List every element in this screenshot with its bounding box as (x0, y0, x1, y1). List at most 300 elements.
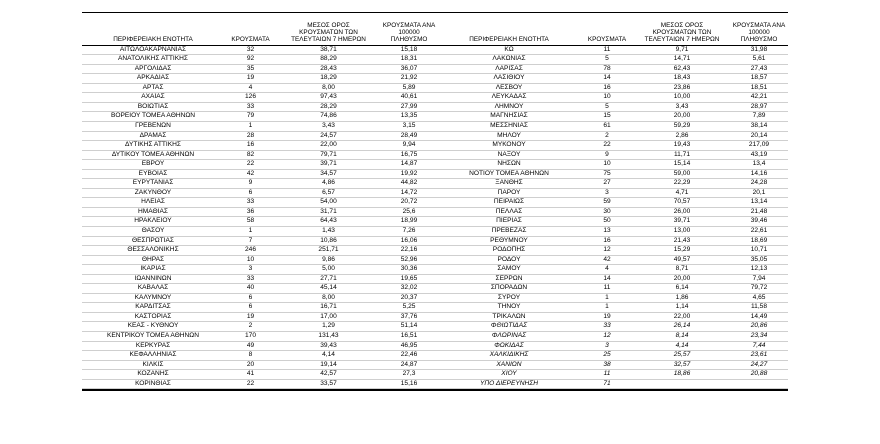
left-cases-cell: 82 (224, 150, 277, 160)
table-row (82, 255, 788, 265)
right-avg7-cell: 4,14 (634, 341, 730, 351)
right-cases-cell: 38 (580, 360, 634, 370)
right-avg7-cell: 20,00 (634, 274, 730, 284)
right-cases-cell: 71 (580, 379, 634, 389)
left-avg7-cell: 1,29 (277, 322, 380, 332)
right-name-cell: ΛΕΥΚΑΔΑΣ (438, 93, 580, 103)
right-avg7-cell: 14,71 (634, 55, 730, 65)
right-name-cell: ΦΛΩΡΙΝΑΣ (438, 332, 580, 342)
right-name-cell: ΜΕΣΣΗΝΙΑΣ (438, 121, 580, 131)
left-avg7-cell: 88,29 (277, 55, 380, 65)
right-avg7-cell: 13,00 (634, 227, 730, 237)
table-row (82, 45, 788, 55)
right-name-cell: ΠΙΕΡΙΑΣ (438, 217, 580, 227)
right-avg7-cell: 25,57 (634, 351, 730, 361)
right-per100k-cell: 79,72 (730, 284, 788, 294)
left-name-cell: ΚΙΛΚΙΣ (82, 360, 224, 370)
table-row (82, 179, 788, 189)
left-per100k-cell: 32,02 (380, 284, 438, 294)
right-per100k-cell: 18,69 (730, 236, 788, 246)
right-cases-cell: 2 (580, 131, 634, 141)
right-avg7-cell: 1,14 (634, 303, 730, 313)
table-row (82, 360, 788, 370)
right-cases-cell: 61 (580, 121, 634, 131)
left-avg7-cell: 4,14 (277, 351, 380, 361)
right-per100k-cell: 217,09 (730, 141, 788, 151)
right-per100k-cell: 12,13 (730, 265, 788, 275)
left-avg7-cell: 31,71 (277, 207, 380, 217)
right-cases-cell: 14 (580, 274, 634, 284)
left-cases-cell: 41 (224, 370, 277, 380)
table-row (82, 74, 788, 84)
left-per100k-cell: 24,87 (380, 360, 438, 370)
left-per100k-cell: 25,6 (380, 207, 438, 217)
right-cases-cell: 10 (580, 93, 634, 103)
right-name-cell: ΛΑΣΙΘΙΟΥ (438, 74, 580, 84)
right-cases-cell: 10 (580, 160, 634, 170)
left-name-cell: ΑΝΑΤΟΛΙΚΗΣ ΑΤΤΙΚΗΣ (82, 55, 224, 65)
left-per100k-cell: 27,99 (380, 102, 438, 112)
right-per100k-cell: 20,14 (730, 131, 788, 141)
table-row (82, 83, 788, 93)
left-per100k-cell: 7,26 (380, 227, 438, 237)
right-per100k-cell: 11,58 (730, 303, 788, 313)
header-region-right: ΠΕΡΙΦΕΡΕΙΑΚΗ ΕΝΟΤΗΤΑ (438, 22, 580, 45)
right-name-cell: ΧΙΟΥ (438, 370, 580, 380)
left-cases-cell: 16 (224, 141, 277, 151)
table-row (82, 207, 788, 217)
left-cases-cell: 28 (224, 131, 277, 141)
left-per100k-cell: 19,65 (380, 274, 438, 284)
left-avg7-cell: 24,57 (277, 131, 380, 141)
right-per100k-cell: 38,14 (730, 121, 788, 131)
right-cases-cell: 1 (580, 293, 634, 303)
table-row (82, 112, 788, 122)
right-per100k-cell: 23,34 (730, 332, 788, 342)
right-name-cell: ΛΑΚΩΝΙΑΣ (438, 55, 580, 65)
right-avg7-cell: 1,86 (634, 293, 730, 303)
left-name-cell: ΘΑΣΟΥ (82, 227, 224, 237)
right-name-cell: ΜΑΓΝΗΣΙΑΣ (438, 112, 580, 122)
right-name-cell: ΣΠΟΡΑΔΩΝ (438, 284, 580, 294)
right-per100k-cell: 24,28 (730, 179, 788, 189)
left-avg7-cell: 3,43 (277, 121, 380, 131)
left-cases-cell: 79 (224, 112, 277, 122)
right-per100k-cell: 10,71 (730, 246, 788, 256)
right-per100k-cell: 7,94 (730, 274, 788, 284)
left-cases-cell: 33 (224, 198, 277, 208)
regional-cases-table (82, 22, 788, 389)
left-name-cell: ΗΡΑΚΛΕΙΟΥ (82, 217, 224, 227)
table-row (82, 227, 788, 237)
left-per100k-cell: 27,3 (380, 370, 438, 380)
left-avg7-cell: 9,86 (277, 255, 380, 265)
right-name-cell: ΝΟΤΙΟΥ ΤΟΜΕΑ ΑΘΗΝΩΝ (438, 169, 580, 179)
right-per100k-cell: 13,14 (730, 198, 788, 208)
right-name-cell: ΧΑΛΚΙΔΙΚΗΣ (438, 351, 580, 361)
right-per100k-cell: 35,05 (730, 255, 788, 265)
left-cases-cell: 92 (224, 55, 277, 65)
left-cases-cell: 6 (224, 293, 277, 303)
right-name-cell: ΤΡΙΚΑΛΩΝ (438, 312, 580, 322)
right-avg7-cell: 18,43 (634, 74, 730, 84)
left-avg7-cell: 64,43 (277, 217, 380, 227)
left-name-cell: ΖΑΚΥΝΘΟΥ (82, 188, 224, 198)
right-avg7-cell: 49,57 (634, 255, 730, 265)
right-cases-cell: 59 (580, 198, 634, 208)
left-per100k-cell: 21,92 (380, 74, 438, 84)
left-name-cell: ΔΡΑΜΑΣ (82, 131, 224, 141)
right-per100k-cell: 21,48 (730, 207, 788, 217)
left-name-cell: ΔΥΤΙΚΟΥ ΤΟΜΕΑ ΑΘΗΝΩΝ (82, 150, 224, 160)
left-cases-cell: 36 (224, 207, 277, 217)
right-avg7-cell: 70,57 (634, 198, 730, 208)
right-per100k-cell (730, 379, 788, 389)
left-per100k-cell: 18,31 (380, 55, 438, 65)
right-per100k-cell: 39,46 (730, 217, 788, 227)
right-per100k-cell: 14,16 (730, 169, 788, 179)
left-cases-cell: 6 (224, 303, 277, 313)
left-cases-cell: 126 (224, 93, 277, 103)
table-row (82, 341, 788, 351)
right-avg7-cell: 15,14 (634, 160, 730, 170)
right-per100k-cell: 5,61 (730, 55, 788, 65)
left-name-cell: ΕΥΡΥΤΑΝΙΑΣ (82, 179, 224, 189)
right-cases-cell: 13 (580, 227, 634, 237)
right-cases-cell: 4 (580, 265, 634, 275)
table-row (82, 351, 788, 361)
right-per100k-cell: 23,61 (730, 351, 788, 361)
right-per100k-cell: 4,65 (730, 293, 788, 303)
left-name-cell: ΑΧΑΪΑΣ (82, 93, 224, 103)
right-cases-cell: 15 (580, 112, 634, 122)
left-name-cell: ΕΥΒΟΙΑΣ (82, 169, 224, 179)
right-per100k-cell: 20,86 (730, 322, 788, 332)
right-cases-cell: 27 (580, 179, 634, 189)
table-row (82, 265, 788, 275)
right-avg7-cell: 8,71 (634, 265, 730, 275)
right-per100k-cell: 18,57 (730, 74, 788, 84)
right-avg7-cell: 26,14 (634, 322, 730, 332)
left-avg7-cell: 28,29 (277, 102, 380, 112)
left-per100k-cell: 51,14 (380, 322, 438, 332)
table-row (82, 55, 788, 65)
left-cases-cell: 6 (224, 188, 277, 198)
table-row (82, 121, 788, 131)
left-avg7-cell: 251,71 (277, 246, 380, 256)
table-row (82, 169, 788, 179)
right-name-cell: ΤΗΝΟΥ (438, 303, 580, 313)
left-avg7-cell: 39,71 (277, 160, 380, 170)
left-cases-cell: 170 (224, 332, 277, 342)
header-cases-left: ΚΡΟΥΣΜΑΤΑ (224, 22, 277, 45)
right-name-cell: ΝΗΣΩΝ (438, 160, 580, 170)
table-row (82, 93, 788, 103)
left-per100k-cell: 37,76 (380, 312, 438, 322)
left-name-cell: ΚΑΡΔΙΤΣΑΣ (82, 303, 224, 313)
right-per100k-cell: 43,19 (730, 150, 788, 160)
left-name-cell: ΗΛΕΙΑΣ (82, 198, 224, 208)
left-per100k-cell: 5,25 (380, 303, 438, 313)
header-region-left: ΠΕΡΙΦΕΡΕΙΑΚΗ ΕΝΟΤΗΤΑ (82, 22, 224, 45)
right-cases-cell: 25 (580, 351, 634, 361)
left-name-cell: ΚΕΦΑΛΛΗΝΙΑΣ (82, 351, 224, 361)
table-row (82, 236, 788, 246)
left-name-cell: ΚΑΣΤΟΡΙΑΣ (82, 312, 224, 322)
left-cases-cell: 1 (224, 121, 277, 131)
right-per100k-cell: 18,51 (730, 83, 788, 93)
right-name-cell: ΠΕΛΛΑΣ (438, 207, 580, 217)
left-name-cell: ΘΗΡΑΣ (82, 255, 224, 265)
right-cases-cell: 50 (580, 217, 634, 227)
left-per100k-cell: 30,36 (380, 265, 438, 275)
left-cases-cell: 20 (224, 360, 277, 370)
right-name-cell: ΦΩΚΙΔΑΣ (438, 341, 580, 351)
table-row (82, 188, 788, 198)
right-cases-cell: 14 (580, 74, 634, 84)
right-name-cell: ΛΑΡΙΣΑΣ (438, 64, 580, 74)
right-avg7-cell: 9,71 (634, 45, 730, 55)
right-cases-cell: 19 (580, 312, 634, 322)
left-name-cell: ΕΒΡΟΥ (82, 160, 224, 170)
left-name-cell: ΚΕΡΚΥΡΑΣ (82, 341, 224, 351)
right-avg7-cell: 8,14 (634, 332, 730, 342)
left-per100k-cell: 20,37 (380, 293, 438, 303)
right-cases-cell: 16 (580, 83, 634, 93)
right-per100k-cell: 31,98 (730, 45, 788, 55)
right-name-cell: ΠΕΙΡΑΙΩΣ (438, 198, 580, 208)
table-row (82, 303, 788, 313)
left-name-cell: ΗΜΑΘΙΑΣ (82, 207, 224, 217)
left-per100k-cell: 20,72 (380, 198, 438, 208)
left-avg7-cell: 4,86 (277, 179, 380, 189)
right-avg7-cell: 39,71 (634, 217, 730, 227)
right-cases-cell: 12 (580, 332, 634, 342)
table-row (82, 102, 788, 112)
left-cases-cell: 2 (224, 322, 277, 332)
left-cases-cell: 19 (224, 312, 277, 322)
left-per100k-cell: 16,75 (380, 150, 438, 160)
bottom-rule (82, 389, 788, 391)
right-avg7-cell: 21,43 (634, 236, 730, 246)
right-per100k-cell: 28,97 (730, 102, 788, 112)
right-cases-cell: 5 (580, 55, 634, 65)
right-cases-cell: 11 (580, 370, 634, 380)
right-avg7-cell: 20,00 (634, 112, 730, 122)
right-cases-cell: 3 (580, 188, 634, 198)
left-per100k-cell: 13,35 (380, 112, 438, 122)
left-cases-cell: 246 (224, 246, 277, 256)
left-avg7-cell: 22,00 (277, 141, 380, 151)
left-per100k-cell: 22,46 (380, 351, 438, 361)
right-cases-cell: 3 (580, 341, 634, 351)
right-per100k-cell: 14,49 (730, 312, 788, 322)
left-per100k-cell: 14,72 (380, 188, 438, 198)
left-cases-cell: 33 (224, 274, 277, 284)
table-row (82, 64, 788, 74)
left-cases-cell: 7 (224, 236, 277, 246)
right-name-cell: ΡΕΘΥΜΝΟΥ (438, 236, 580, 246)
left-name-cell: ΓΡΕΒΕΝΩΝ (82, 121, 224, 131)
left-name-cell: ΘΕΣΣΑΛΟΝΙΚΗΣ (82, 246, 224, 256)
left-cases-cell: 33 (224, 102, 277, 112)
table-row (82, 379, 788, 389)
right-cases-cell: 42 (580, 255, 634, 265)
left-name-cell: ΚΕΝΤΡΙΚΟΥ ΤΟΜΕΑ ΑΘΗΝΩΝ (82, 332, 224, 342)
table-header (82, 22, 788, 45)
table-row (82, 274, 788, 284)
right-name-cell: ΡΟΔΟΠΗΣ (438, 246, 580, 256)
header-avg7-right: ΜΕΣΟΣ ΟΡΟΣ ΚΡΟΥΣΜΑΤΩΝ ΤΩΝ ΤΕΛΕΥΤΑΙΩΝ 7 ΗΜΕΡΩΝ (634, 22, 730, 45)
table-body (82, 45, 788, 389)
left-per100k-cell: 46,95 (380, 341, 438, 351)
left-avg7-cell: 34,57 (277, 169, 380, 179)
left-name-cell: ΒΟΙΩΤΙΑΣ (82, 102, 224, 112)
left-avg7-cell: 6,57 (277, 188, 380, 198)
left-avg7-cell: 79,71 (277, 150, 380, 160)
right-per100k-cell: 42,21 (730, 93, 788, 103)
right-avg7-cell (634, 379, 730, 389)
right-cases-cell: 12 (580, 246, 634, 256)
cases-table-sheet (82, 12, 788, 391)
right-cases-cell: 11 (580, 284, 634, 294)
left-per100k-cell: 16,51 (380, 332, 438, 342)
right-avg7-cell: 15,29 (634, 246, 730, 256)
right-name-cell: ΧΑΝΙΩΝ (438, 360, 580, 370)
right-name-cell: ΜΥΚΟΝΟΥ (438, 141, 580, 151)
right-per100k-cell: 24,27 (730, 360, 788, 370)
header-per100k-left: ΚΡΟΥΣΜΑΤΑ ΑΝΑ 100000 ΠΛΗΘΥΣΜΟ (380, 22, 438, 45)
left-avg7-cell: 10,86 (277, 236, 380, 246)
left-avg7-cell: 38,71 (277, 45, 380, 55)
left-per100k-cell: 19,92 (380, 169, 438, 179)
right-per100k-cell: 13,4 (730, 160, 788, 170)
right-per100k-cell: 20,88 (730, 370, 788, 380)
right-avg7-cell: 6,14 (634, 284, 730, 294)
left-per100k-cell: 5,89 (380, 83, 438, 93)
left-avg7-cell: 19,14 (277, 360, 380, 370)
left-cases-cell: 9 (224, 179, 277, 189)
right-per100k-cell: 27,43 (730, 64, 788, 74)
right-avg7-cell: 11,71 (634, 150, 730, 160)
left-name-cell: ΚΟΖΑΝΗΣ (82, 370, 224, 380)
right-cases-cell: 78 (580, 64, 634, 74)
right-avg7-cell: 3,43 (634, 102, 730, 112)
left-avg7-cell: 1,43 (277, 227, 380, 237)
left-cases-cell: 19 (224, 74, 277, 84)
right-name-cell: ΣΥΡΟΥ (438, 293, 580, 303)
left-per100k-cell: 18,99 (380, 217, 438, 227)
right-cases-cell: 75 (580, 169, 634, 179)
left-avg7-cell: 27,71 (277, 274, 380, 284)
left-name-cell: ΚΑΛΥΜΝΟΥ (82, 293, 224, 303)
right-per100k-cell: 20,1 (730, 188, 788, 198)
table-row (82, 312, 788, 322)
right-name-cell: ΛΕΣΒΟΥ (438, 83, 580, 93)
table-row (82, 198, 788, 208)
right-avg7-cell: 4,71 (634, 188, 730, 198)
left-cases-cell: 49 (224, 341, 277, 351)
table-row (82, 150, 788, 160)
left-avg7-cell: 39,43 (277, 341, 380, 351)
left-name-cell: ΚΕΑΣ - ΚΥΘΝΟΥ (82, 322, 224, 332)
left-cases-cell: 10 (224, 255, 277, 265)
left-per100k-cell: 44,82 (380, 179, 438, 189)
left-cases-cell: 35 (224, 64, 277, 74)
right-per100k-cell: 7,44 (730, 341, 788, 351)
right-name-cell: ΡΟΔΟΥ (438, 255, 580, 265)
right-cases-cell: 5 (580, 102, 634, 112)
left-name-cell: ΒΟΡΕΙΟΥ ΤΟΜΕΑ ΑΘΗΝΩΝ (82, 112, 224, 122)
left-cases-cell: 8 (224, 351, 277, 361)
left-name-cell: ΑΡΤΑΣ (82, 83, 224, 93)
left-avg7-cell: 74,86 (277, 112, 380, 122)
table-row (82, 284, 788, 294)
right-cases-cell: 30 (580, 207, 634, 217)
left-avg7-cell: 54,00 (277, 198, 380, 208)
right-avg7-cell: 22,00 (634, 312, 730, 322)
left-avg7-cell: 42,57 (277, 370, 380, 380)
left-cases-cell: 40 (224, 284, 277, 294)
right-name-cell: ΝΑΞΟΥ (438, 150, 580, 160)
right-name-cell: ΥΠΟ ΔΙΕΡΕΥΝΗΣΗ (438, 379, 580, 389)
left-per100k-cell: 3,15 (380, 121, 438, 131)
left-name-cell: ΚΑΒΑΛΑΣ (82, 284, 224, 294)
left-name-cell: ΙΩΑΝΝΙΝΩΝ (82, 274, 224, 284)
left-avg7-cell: 28,43 (277, 64, 380, 74)
table-row (82, 160, 788, 170)
left-cases-cell: 3 (224, 265, 277, 275)
right-avg7-cell: 59,29 (634, 121, 730, 131)
left-name-cell: ΑΡΓΟΛΙΔΑΣ (82, 64, 224, 74)
left-per100k-cell: 16,06 (380, 236, 438, 246)
left-avg7-cell: 17,00 (277, 312, 380, 322)
right-name-cell: ΣΕΡΡΩΝ (438, 274, 580, 284)
right-name-cell: ΠΑΡΟΥ (438, 188, 580, 198)
table-row (82, 370, 788, 380)
left-name-cell: ΔΥΤΙΚΗΣ ΑΤΤΙΚΗΣ (82, 141, 224, 151)
right-per100k-cell: 22,61 (730, 227, 788, 237)
right-name-cell: ΚΩ (438, 45, 580, 55)
left-cases-cell: 4 (224, 83, 277, 93)
right-cases-cell: 16 (580, 236, 634, 246)
left-per100k-cell: 40,61 (380, 93, 438, 103)
right-cases-cell: 22 (580, 141, 634, 151)
left-cases-cell: 1 (224, 227, 277, 237)
right-avg7-cell: 59,00 (634, 169, 730, 179)
left-avg7-cell: 45,14 (277, 284, 380, 294)
table-row (82, 141, 788, 151)
left-cases-cell: 42 (224, 169, 277, 179)
top-rule (82, 12, 788, 13)
left-avg7-cell: 18,29 (277, 74, 380, 84)
left-cases-cell: 22 (224, 160, 277, 170)
left-avg7-cell: 8,00 (277, 83, 380, 93)
right-avg7-cell: 2,86 (634, 131, 730, 141)
right-avg7-cell: 23,86 (634, 83, 730, 93)
left-name-cell: ΑΡΚΑΔΙΑΣ (82, 74, 224, 84)
left-avg7-cell: 97,43 (277, 93, 380, 103)
right-name-cell: ΣΑΜΟΥ (438, 265, 580, 275)
left-name-cell: ΑΙΤΩΛΟΑΚΑΡΝΑΝΙΑΣ (82, 45, 224, 55)
left-cases-cell: 32 (224, 45, 277, 55)
left-per100k-cell: 15,18 (380, 45, 438, 55)
left-per100k-cell: 28,49 (380, 131, 438, 141)
right-name-cell: ΞΑΝΘΗΣ (438, 179, 580, 189)
right-avg7-cell: 18,86 (634, 370, 730, 380)
right-avg7-cell: 10,00 (634, 93, 730, 103)
left-per100k-cell: 36,07 (380, 64, 438, 74)
